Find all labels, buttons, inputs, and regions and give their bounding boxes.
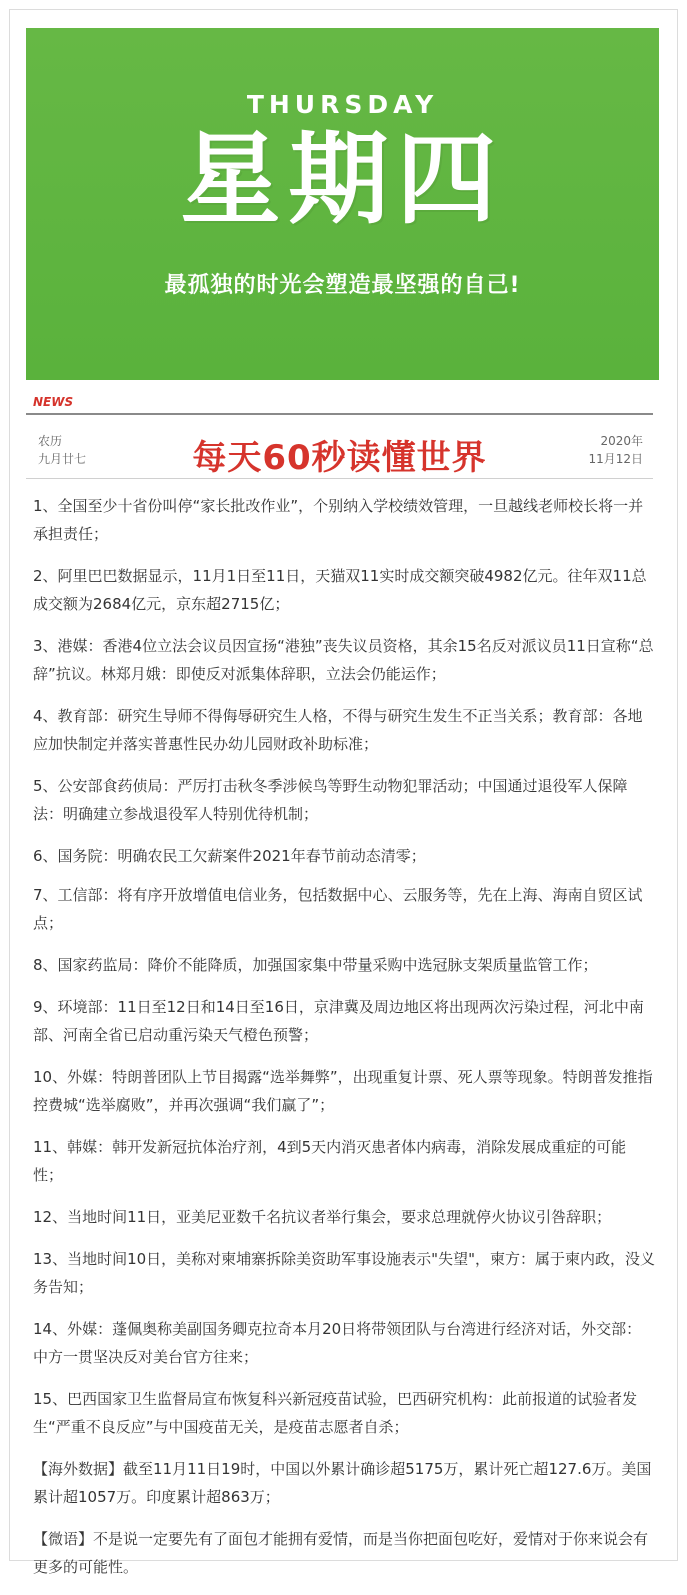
news-tag: NEWS — [33, 395, 74, 409]
lunar-date: 九月廿七 — [38, 452, 87, 466]
news-item: 3、港媒：香港4位立法会议员因宣扬“港独”丧失议员资格，其余15名反对派议员11日宣称“总辞”抗议。林郑月娥：即使反对派集体辞职，立法会仍能运作； — [33, 637, 654, 683]
news-item: 12、当地时间11日，亚美尼亚数千名抗议者举行集会，要求总理就停火协议引咎辞职； — [33, 1208, 612, 1226]
news-item: 13、当地时间10日，美称对柬埔寨拆除美资助军事设施表示"失望"，柬方：属于柬内政，没义务告知； — [33, 1250, 655, 1296]
news-item: 4、教育部：研究生导师不得侮辱研究生人格，不得与研究生发生不正当关系；教育部：各地应加快制定并落实普惠性民办幼儿园财政补助标准； — [33, 707, 643, 753]
header-divider — [26, 413, 653, 415]
banner-motto: 最孤独的时光会塑造最坚强的自己! — [164, 273, 521, 298]
overseas-data-item: 【海外数据】截至11月11日19时，中国以外累计确诊超5175万，累计死亡超127.6万。美国累计超1057万。印度累计超863万； — [33, 1460, 652, 1506]
weekday-english: THURSDAY — [246, 90, 439, 119]
news-item: 14、外媒：蓬佩奥称美副国务卿克拉奇本月20日将带领团队与台湾进行经济对话，外交部：中方一贯坚决反对美台官方往来； — [33, 1320, 642, 1366]
date-month-day: 11月12日 — [588, 452, 643, 466]
masthead-divider — [26, 478, 653, 479]
masthead — [26, 420, 653, 480]
news-item: 11、韩媒：韩开发新冠抗体治疗剂，4到5天内消灭患者体内病毒，消除发展成重症的可能性； — [33, 1138, 627, 1184]
news-item: 1、全国至少十省份叫停“家长批改作业”，个别纳入学校绩效管理，一旦越线老师校长将一并承担责任； — [33, 497, 644, 543]
date-year: 2020年 — [600, 434, 643, 448]
gregorian-date-block — [588, 432, 643, 468]
news-item: 6、国务院：明确农民工欠薪案件2021年春节前动态清零； — [33, 847, 426, 865]
news-list — [33, 492, 655, 1595]
news-item: 15、巴西国家卫生监督局宣布恢复科兴新冠疫苗试验，巴西研究机构：此前报道的试验者发生“严重不良反应”与中国疫苗无关，是疫苗志愿者自杀； — [33, 1390, 638, 1436]
news-item: 10、外媒：特朗普团队上节目揭露“选举舞弊”，出现重复计票、死人票等现象。特朗普发推指控费城“选举腐败”，并再次强调“我们赢了”； — [33, 1068, 653, 1114]
weekday-banner — [26, 28, 659, 380]
news-item: 8、国家药监局：降价不能降质，加强国家集中带量采购中选冠脉支架质量监管工作； — [33, 956, 598, 974]
lunar-label: 农历 — [38, 434, 63, 448]
news-item: 5、公安部食药侦局：严厉打击秋冬季涉候鸟等野生动物犯罪活动；中国通过退役军人保障法：明确建立参战退役军人特别优待机制； — [33, 777, 628, 823]
page-title: 每天60秒读懂世界 — [192, 438, 487, 478]
news-item: 9、环境部：11日至12日和14日至16日，京津冀及周边地区将出现两次污染过程，河北中南部、河南全省已启动重污染天气橙色预警； — [33, 998, 644, 1044]
weekday-chinese: 星期四 — [180, 121, 505, 238]
quote-item: 【微语】不是说一定要先有了面包才能拥有爱情，而是当你把面包吃好，爱情对于你来说会有更多的可能性。 — [33, 1530, 649, 1576]
news-item: 7、工信部：将有序开放增值电信业务，包括数据中心、云服务等，先在上海、海南自贸区试点； — [33, 886, 643, 932]
news-item: 2、阿里巴巴数据显示，11月1日至11日，天猫双11实时成交额突破4982亿元。往年双11总成交额为2684亿元，京东超2715亿； — [33, 567, 647, 613]
